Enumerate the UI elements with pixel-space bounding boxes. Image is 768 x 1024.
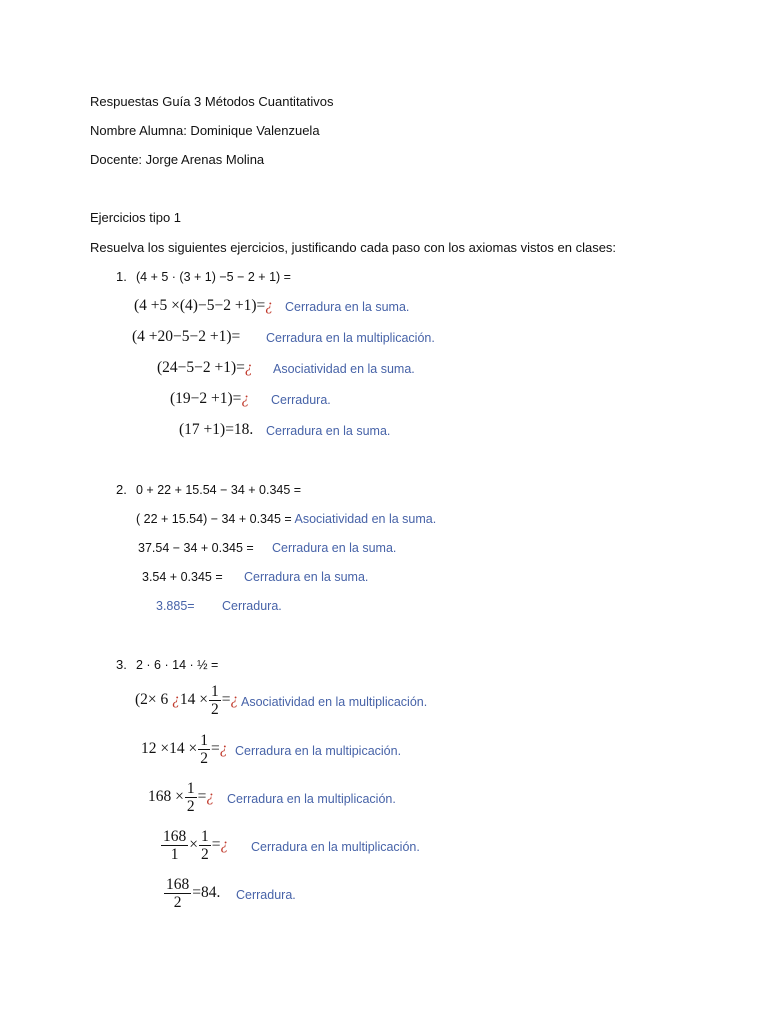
ex3-step-1-pre: (2× 6	[135, 691, 169, 709]
ex3-step-3	[148, 780, 214, 815]
ex1-step-3-note: Asociatividad en la suma.	[273, 362, 415, 376]
ex2-step-1-note: Asociatividad en la suma.	[294, 512, 437, 526]
ex1-step-3	[157, 359, 253, 377]
exercise-2-number: 2.	[116, 482, 127, 497]
ex1-step-1-note: Cerradura en la suma.	[285, 300, 410, 314]
fraction-numerator: 1	[200, 732, 208, 749]
instructions: Resuelva los siguientes ejercicios, justificando cada paso con los axiomas vistos en clases:	[90, 240, 617, 255]
ex1-step-5-note: Cerradura en la suma.	[266, 424, 391, 438]
ex2-step-1	[136, 511, 436, 527]
fraction-numerator: 168	[166, 876, 190, 893]
exercise-2-problem: 0 + 22 + 15.54 − 34 + 0.345 =	[136, 483, 302, 497]
fraction	[164, 876, 191, 911]
fraction	[185, 780, 197, 815]
question-mark: ¿	[244, 359, 253, 376]
ex3-step-2-note: Cerradura en la multipicación.	[235, 744, 402, 758]
fraction-denominator: 2	[211, 701, 219, 718]
ex3-step-2	[141, 732, 227, 767]
fraction-numerator: 1	[201, 828, 209, 845]
ex3-step-2-pre: 12 ×14 ×	[141, 740, 198, 758]
fraction-denominator: 2	[200, 750, 208, 767]
exercise-1-number: 1.	[116, 269, 127, 284]
ex2-step-1-expr: ( 22 + 15.54) − 34 + 0.345 =	[136, 512, 292, 526]
fraction	[198, 732, 210, 767]
ex1-step-4-expr: (19−2 +1)=	[170, 390, 242, 407]
result: =84.	[192, 884, 221, 902]
ex3-step-1	[135, 683, 238, 718]
fraction	[209, 683, 221, 718]
equals-sign: =	[210, 740, 220, 758]
fraction	[199, 828, 211, 863]
times-sign: ×	[189, 836, 198, 854]
ex1-step-1	[134, 297, 273, 315]
question-mark: ¿	[230, 691, 239, 709]
equals-sign: =	[211, 836, 221, 854]
ex1-step-1-expr: (4 +5 ×(4)−5−2 +1)=	[134, 297, 266, 314]
section-title: Ejercicios tipo 1	[90, 210, 182, 225]
question-mark: ¿	[220, 836, 229, 854]
document-title: Respuestas Guía 3 Métodos Cuantitativos	[90, 94, 334, 109]
fraction-numerator: 1	[211, 683, 219, 700]
ex1-step-5-expr: (17 +1)=18.	[179, 421, 254, 438]
question-mark: ¿	[172, 691, 180, 709]
exercise-1-problem: (4 + 5 · (3 + 1) −5 − 2 + 1) =	[136, 270, 291, 284]
fraction	[161, 828, 188, 863]
ex2-step-4-expr: 3.885=	[156, 599, 195, 613]
fraction-denominator: 2	[173, 894, 182, 911]
fraction-denominator: 1	[170, 846, 179, 863]
student-name: Nombre Alumna: Dominique Valenzuela	[90, 123, 320, 138]
fraction-denominator: 2	[186, 798, 195, 815]
exercise-3-problem: 2 · 6 · 14 · ½ =	[136, 658, 219, 672]
ex1-step-2	[132, 328, 240, 346]
exercise-3-number: 3.	[116, 657, 127, 672]
fraction-denominator: 2	[201, 846, 209, 863]
ex3-step-5	[163, 876, 220, 911]
ex3-step-4-note: Cerradura en la multiplicación.	[251, 840, 420, 854]
ex3-step-5-note: Cerradura.	[236, 888, 296, 902]
equals-sign: =	[221, 691, 231, 709]
ex2-step-3-note: Cerradura en la suma.	[244, 570, 369, 584]
ex3-step-3-note: Cerradura en la multiplicación.	[227, 792, 396, 806]
ex1-step-4	[170, 390, 249, 408]
ex2-step-4-note: Cerradura.	[222, 599, 282, 613]
ex3-step-4	[160, 828, 228, 863]
question-mark: ¿	[241, 390, 250, 407]
ex1-step-5	[179, 421, 253, 439]
fraction-numerator: 168	[163, 828, 187, 845]
question-mark: ¿	[265, 297, 273, 314]
ex3-step-3-pre: 168 ×	[148, 788, 184, 806]
ex2-step-2-note: Cerradura en la suma.	[272, 541, 397, 555]
ex3-step-1-note: Asociatividad en la multiplicación.	[241, 695, 428, 709]
question-mark: ¿	[206, 788, 215, 806]
ex2-step-2-expr: 37.54 − 34 + 0.345 =	[138, 541, 254, 555]
fraction-numerator: 1	[186, 780, 195, 797]
ex2-step-3-expr: 3.54 + 0.345 =	[142, 570, 223, 584]
ex1-step-3-expr: (24−5−2 +1)=	[157, 359, 245, 376]
ex1-step-4-note: Cerradura.	[271, 393, 331, 407]
ex1-step-2-expr: (4 +20−5−2 +1)=	[132, 328, 241, 345]
equals-sign: =	[197, 788, 207, 806]
ex3-step-1-mid: 14 ×	[179, 691, 209, 709]
teacher-name: Docente: Jorge Arenas Molina	[90, 152, 265, 167]
question-mark: ¿	[219, 740, 228, 758]
ex1-step-2-note: Cerradura en la multiplicación.	[266, 331, 435, 345]
